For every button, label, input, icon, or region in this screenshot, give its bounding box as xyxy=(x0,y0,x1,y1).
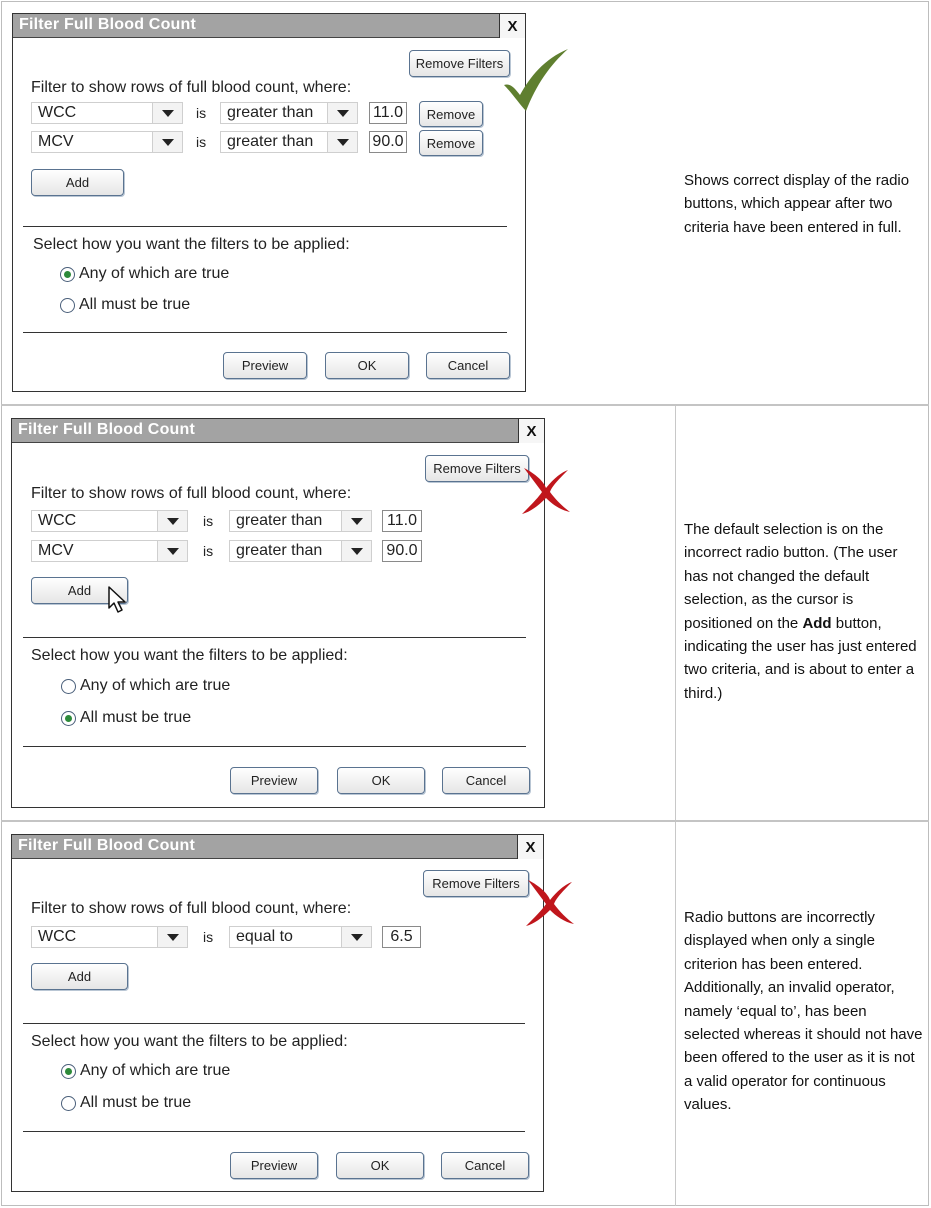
dialog-titlebar xyxy=(13,14,525,38)
op-word: is xyxy=(203,929,214,945)
close-button[interactable]: X xyxy=(517,835,543,859)
radio-all-label: All must be true xyxy=(80,709,192,726)
operator-dropdown[interactable]: greater than xyxy=(229,540,372,562)
panel-description: The default selection is on the incorrect radio button. (The user has not changed the default selection, as the cursor is positioned on the Add button, indicating the user has just entered two criteria, and is about to enter a third.) xyxy=(684,521,917,702)
ok-button[interactable]: OK xyxy=(336,1152,424,1179)
add-button[interactable]: Add xyxy=(31,963,128,990)
radio-any[interactable] xyxy=(61,1064,76,1079)
radio-any[interactable] xyxy=(60,267,75,282)
op-word: is xyxy=(203,543,214,559)
close-button[interactable]: X xyxy=(499,14,525,38)
filter-prompt: Filter to show rows of full blood count, where: xyxy=(31,485,352,502)
operator-dropdown[interactable]: greater than xyxy=(220,131,358,153)
preview-button[interactable]: Preview xyxy=(230,767,318,794)
operator-dropdown[interactable]: greater than xyxy=(229,510,372,532)
radio-any-label: Any of which are true xyxy=(80,1062,231,1079)
dialog-title: Filter Full Blood Count xyxy=(18,837,196,854)
apply-prompt: Select how you want the filters to be applied: xyxy=(31,647,348,664)
operator-dropdown[interactable]: equal to xyxy=(229,926,372,948)
chevron-down-icon xyxy=(157,511,187,531)
chevron-down-icon xyxy=(327,103,357,123)
cancel-button[interactable]: Cancel xyxy=(441,1152,529,1179)
field-dropdown[interactable]: MCV xyxy=(31,131,183,153)
cross-mark-icon xyxy=(518,464,572,516)
chevron-down-icon xyxy=(341,541,371,561)
remove-filters-button[interactable]: Remove Filters xyxy=(425,455,529,482)
field-dropdown[interactable]: WCC xyxy=(31,926,188,948)
panel-divider xyxy=(1,404,929,406)
chevron-down-icon xyxy=(341,927,371,947)
op-word: is xyxy=(203,513,214,529)
divider xyxy=(23,746,526,747)
apply-prompt: Select how you want the filters to be applied: xyxy=(31,1033,348,1050)
op-word: is xyxy=(196,105,207,121)
filter-prompt: Filter to show rows of full blood count, where: xyxy=(31,900,352,917)
divider xyxy=(23,332,507,333)
field-dropdown[interactable]: WCC xyxy=(31,102,183,124)
dialog-titlebar xyxy=(12,419,544,443)
chevron-down-icon xyxy=(152,103,182,123)
radio-any-label: Any of which are true xyxy=(79,265,230,282)
operator-dropdown[interactable]: greater than xyxy=(220,102,358,124)
divider xyxy=(23,1131,525,1132)
cancel-button[interactable]: Cancel xyxy=(442,767,530,794)
remove-filters-button[interactable]: Remove Filters xyxy=(423,870,529,897)
value-input[interactable]: 90.0 xyxy=(369,131,407,153)
chevron-down-icon xyxy=(157,541,187,561)
column-divider xyxy=(675,822,676,1206)
divider xyxy=(23,637,526,638)
cancel-button[interactable]: Cancel xyxy=(426,352,510,379)
ok-button[interactable]: OK xyxy=(325,352,409,379)
chevron-down-icon xyxy=(157,927,187,947)
remove-filters-button[interactable]: Remove Filters xyxy=(409,50,510,77)
radio-all[interactable] xyxy=(61,1096,76,1111)
value-input[interactable]: 6.5 xyxy=(382,926,421,948)
divider xyxy=(23,1023,525,1024)
panel-description: Radio buttons are incorrectly displayed when only a single criterion has been entered. Additionally, an invalid operator, namely ‘equal to’, has been selected whereas it should not have been offered to the user as it is not a valid operator for continuous values. xyxy=(684,909,923,1114)
add-button[interactable]: Add xyxy=(31,169,124,196)
radio-any[interactable] xyxy=(61,679,76,694)
cross-mark-icon xyxy=(522,876,576,928)
dialog-title: Filter Full Blood Count xyxy=(18,421,196,438)
value-input[interactable]: 90.0 xyxy=(382,540,422,562)
divider xyxy=(23,226,507,227)
value-input[interactable]: 11.0 xyxy=(382,510,422,532)
radio-all-label: All must be true xyxy=(79,296,191,313)
column-divider xyxy=(675,406,676,820)
preview-button[interactable]: Preview xyxy=(230,1152,318,1179)
close-button[interactable]: X xyxy=(518,419,544,443)
remove-row-button[interactable]: Remove xyxy=(419,101,483,127)
check-mark-icon xyxy=(500,45,572,117)
filter-dialog-incorrect-single xyxy=(11,834,544,1192)
chevron-down-icon xyxy=(152,132,182,152)
chevron-down-icon xyxy=(327,132,357,152)
cursor-arrow-icon xyxy=(107,585,129,615)
apply-prompt: Select how you want the filters to be applied: xyxy=(33,236,350,253)
filter-dialog-correct xyxy=(12,13,526,392)
remove-row-button[interactable]: Remove xyxy=(419,130,483,156)
preview-button[interactable]: Preview xyxy=(223,352,307,379)
field-dropdown[interactable]: MCV xyxy=(31,540,188,562)
op-word: is xyxy=(196,134,207,150)
dialog-title: Filter Full Blood Count xyxy=(19,16,197,33)
radio-all[interactable] xyxy=(61,711,76,726)
radio-any-label: Any of which are true xyxy=(80,677,231,694)
value-input[interactable]: 11.0 xyxy=(369,102,407,124)
add-button[interactable]: Add xyxy=(31,577,128,604)
radio-all[interactable] xyxy=(60,298,75,313)
chevron-down-icon xyxy=(341,511,371,531)
filter-prompt: Filter to show rows of full blood count, where: xyxy=(31,79,352,96)
radio-all-label: All must be true xyxy=(80,1094,192,1111)
ok-button[interactable]: OK xyxy=(337,767,425,794)
field-dropdown[interactable]: WCC xyxy=(31,510,188,532)
filter-dialog-incorrect-default xyxy=(11,418,545,808)
dialog-titlebar xyxy=(12,835,543,859)
panel-divider xyxy=(1,820,929,822)
panel-description: Shows correct display of the radio buttons, which appear after two criteria have been entered in full. xyxy=(684,172,910,236)
